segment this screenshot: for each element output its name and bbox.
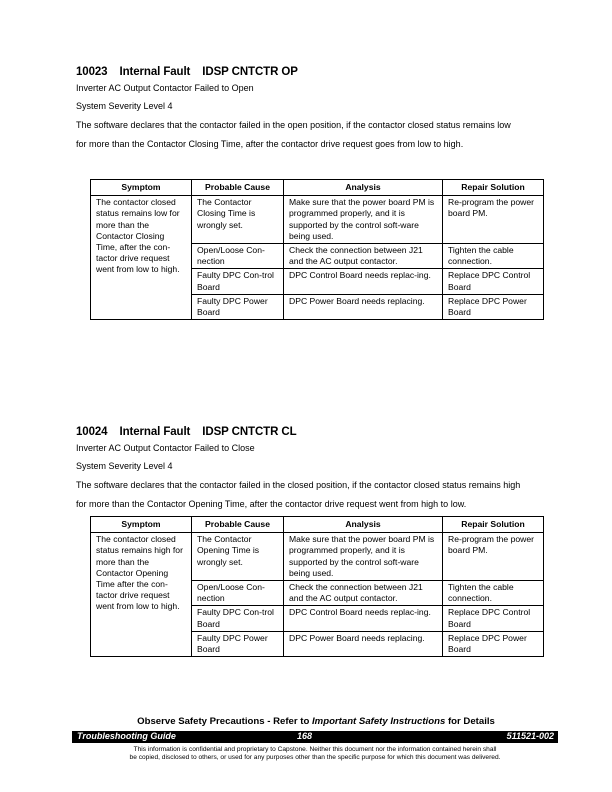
cause-cell: Faulty DPC Con-trol Board (192, 606, 284, 631)
analysis-cell: Check the connection between J21 and the AC output contactor. (284, 244, 443, 269)
analysis-cell: DPC Control Board needs replac-ing. (284, 269, 443, 294)
header-analysis: Analysis (284, 517, 443, 533)
footer-bar (72, 731, 558, 743)
severity-level: System Severity Level 4 (76, 461, 173, 471)
repair-cell: Replace DPC Power Board (443, 294, 544, 319)
page-number: 168 (297, 731, 313, 741)
fault-heading (76, 66, 556, 78)
fault-code: 10023 (76, 66, 108, 78)
safety-note (76, 716, 556, 727)
fault-section-10024 (76, 426, 556, 513)
analysis-cell: Make sure that the power board PM is programmed properly, and it is supported by the control soft-ware being used. (284, 196, 443, 244)
repair-cell: Replace DPC Control Board (443, 269, 544, 294)
guide-title: Troubleshooting Guide (77, 731, 176, 741)
analysis-cell: DPC Control Board needs replac-ing. (284, 606, 443, 631)
symptom-cell: The contactor closed status remains high for more than the Contactor Opening Time after the con-tactor drive request went from low to high. (91, 533, 192, 657)
analysis-cell: DPC Power Board needs replacing. (284, 631, 443, 656)
repair-cell: Re-program the power board PM. (443, 196, 544, 244)
confidentiality-line: This information is confidential and proprietary to Capstone. Neither this document nor the information contained herein shall (133, 746, 497, 753)
table-header-row (91, 517, 544, 533)
fault-section-10023 (76, 66, 556, 153)
cause-cell: Faulty DPC Con-trol Board (192, 269, 284, 294)
fault-code: 10024 (76, 426, 108, 438)
table-row (91, 196, 544, 244)
repair-cell: Replace DPC Control Board (443, 606, 544, 631)
fault-description-line: for more than the Contactor Closing Time, after the contactor drive request goes from low to high. (76, 138, 464, 149)
header-analysis: Analysis (284, 180, 443, 196)
repair-cell: Tighten the cable connection. (443, 244, 544, 269)
fault-description-line: The software declares that the contactor failed in the open position, if the contactor closed status remains low (76, 120, 511, 130)
fault-subtitle: Inverter AC Output Contactor Failed to Close (76, 443, 255, 453)
header-probable-cause: Probable Cause (192, 180, 284, 196)
fault-description-line: for more than the Contactor Opening Time, after the contactor drive request went from high to low. (76, 498, 467, 509)
fault-tag: IDSP CNTCTR CL (202, 426, 297, 438)
header-probable-cause: Probable Cause (192, 517, 284, 533)
fault-name: Internal Fault (119, 66, 191, 78)
header-repair-solution: Repair Solution (443, 517, 544, 533)
document-number: 511521-002 (506, 731, 554, 741)
confidentiality-notice (72, 746, 558, 762)
severity-level: System Severity Level 4 (76, 101, 173, 111)
cause-cell: The Contactor Opening Time is wrongly set. (192, 533, 284, 581)
fault-tag: IDSP CNTCTR OP (202, 66, 298, 78)
table-row (91, 533, 544, 581)
cause-cell: Open/Loose Con-nection (192, 244, 284, 269)
analysis-cell: Make sure that the power board PM is programmed properly, and it is supported by the control soft-ware being used. (284, 533, 443, 581)
fault-subtitle: Inverter AC Output Contactor Failed to Open (76, 83, 254, 93)
cause-cell: Faulty DPC Power Board (192, 631, 284, 656)
fault-description-line: The software declares that the contactor failed in the closed position, if the contactor closed status remains high (76, 480, 521, 490)
safety-note-link-text: Important Safety Instructions (312, 716, 446, 727)
header-repair-solution: Repair Solution (443, 180, 544, 196)
repair-cell: Tighten the cable connection. (443, 581, 544, 606)
cause-cell: Faulty DPC Power Board (192, 294, 284, 319)
symptom-cell: The contactor closed status remains low for more than the Contactor Closing Time, after the con-tactor drive request went from low to high. (91, 196, 192, 320)
safety-note-prefix: Observe Safety Precautions - Refer to (137, 716, 313, 727)
fault-table-10024 (90, 516, 544, 657)
cause-cell: The Contactor Closing Time is wrongly set. (192, 196, 284, 244)
fault-name: Internal Fault (119, 426, 191, 438)
header-symptom: Symptom (91, 517, 192, 533)
table-header-row (91, 180, 544, 196)
repair-cell: Replace DPC Power Board (443, 631, 544, 656)
fault-heading (76, 426, 556, 438)
repair-cell: Re-program the power board PM. (443, 533, 544, 581)
confidentiality-line: be copied, disclosed to others, or used for any purposes other than the specific purpose for which this document was delivered. (129, 754, 501, 761)
safety-note-suffix: for Details (445, 716, 495, 727)
fault-table-10023 (90, 179, 544, 320)
analysis-cell: DPC Power Board needs replacing. (284, 294, 443, 319)
header-symptom: Symptom (91, 180, 192, 196)
cause-cell: Open/Loose Con-nection (192, 581, 284, 606)
analysis-cell: Check the connection between J21 and the AC output contactor. (284, 581, 443, 606)
